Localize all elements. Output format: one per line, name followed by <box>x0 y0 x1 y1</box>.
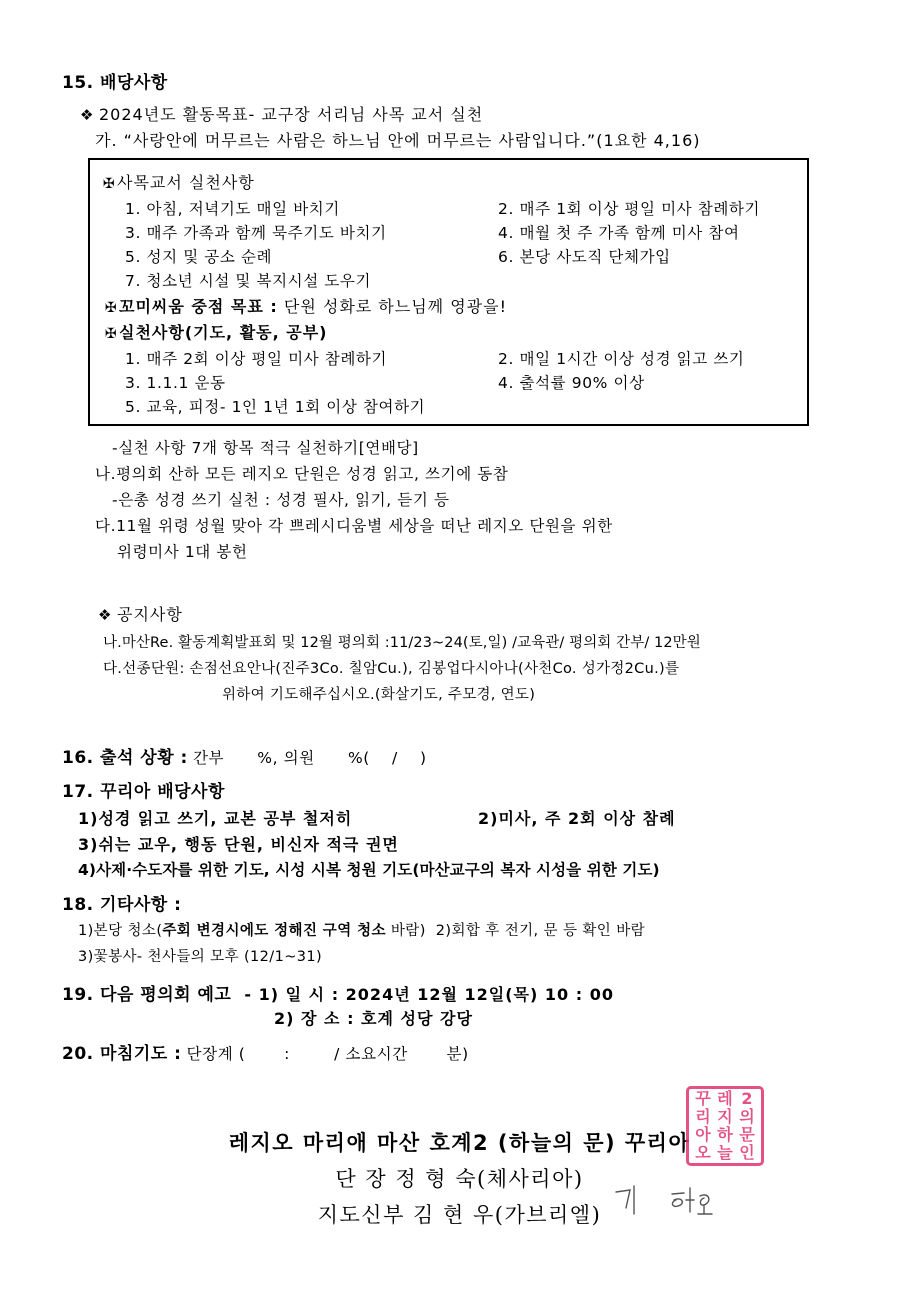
misc-line: 3)꽃봉사- 천사들의 모후 (12/1~31) <box>78 949 323 965</box>
seal-char: 인 <box>739 1143 755 1162</box>
action-title <box>105 320 327 343</box>
practice-item: 3. 매주 가족과 함께 묵주기도 바치기 <box>125 224 387 242</box>
seal-char: 하 <box>717 1125 733 1144</box>
cross-bullet-icon: ✠ <box>103 176 116 192</box>
practice-item: 4. 매월 첫 주 가족 함께 미사 참여 <box>498 224 740 242</box>
misc-line <box>78 919 645 940</box>
seal-char: 꾸 <box>695 1089 711 1108</box>
notice-line: 나.마산Re. 활동계획발표회 및 12월 평의회 :11/23~24(토,일) /교육관/ 평의회 간부/ 12만원 <box>103 635 701 651</box>
practice-title <box>103 170 255 193</box>
practice-item: 1. 아침, 저녁기도 매일 바치기 <box>125 200 340 218</box>
focus-goal <box>105 294 507 317</box>
misc-text: 1)본당 청소( <box>78 923 163 939</box>
practice-title-text: 사목교서 실천사항 <box>117 173 255 192</box>
section-16 <box>62 743 427 768</box>
action-title-text: 실천사항(기도, 활동, 공부) <box>119 323 328 342</box>
seal-char: 문 <box>739 1125 755 1144</box>
after-box-line: 다.11월 위령 성월 맞아 각 쁘레시디움별 세상을 떠난 레지오 단원을 위한 <box>95 517 613 535</box>
seal-char: 늘 <box>717 1143 733 1162</box>
section-16-heading: 16. 출석 상황 : <box>62 748 188 768</box>
seal-char: 2 <box>741 1089 753 1108</box>
attendance-text: 간부 %, 의원 %( / ) <box>192 749 427 767</box>
meeting-time: - 1) 일 시 : 2024년 12월 12일(목) 10 : 00 <box>244 985 614 1004</box>
after-box-line: -은총 성경 쓰기 실천 : 성경 필사, 읽기, 듣기 등 <box>112 491 450 509</box>
action-item: 4. 출석률 90% 이상 <box>498 374 645 392</box>
after-box-line: 위령미사 1대 봉헌 <box>117 543 248 561</box>
section-17-heading: 17. 꾸리아 배당사항 <box>62 782 225 802</box>
notice-title-text: 공지사항 <box>117 605 183 624</box>
goal-line <box>80 102 483 125</box>
section-20 <box>62 1039 469 1064</box>
seal-char: 오 <box>695 1143 711 1162</box>
focus-text: 단원 성화로 하느님께 영광을! <box>283 297 508 316</box>
cross-bullet-icon: ✠ <box>105 300 118 316</box>
seal-char: 지 <box>717 1107 733 1126</box>
action-item: 1. 매주 2회 이상 평일 미사 참례하기 <box>125 350 388 368</box>
diamond-bullet-icon: ❖ <box>98 606 113 624</box>
curia-line: 1)성경 읽고 쓰기, 교본 공부 철저히 <box>78 809 353 828</box>
section-20-heading: 20. 마침기도 : <box>62 1044 182 1064</box>
ga-line: 가. “사랑안에 머무르는 사람은 하느님 안에 머무르는 사람입니다.”(1요한 4,16) <box>95 131 701 150</box>
practice-item: 5. 성지 및 공소 순례 <box>125 248 273 266</box>
section-18-heading: 18. 기타사항 : <box>62 895 182 915</box>
notice-line: 위하여 기도해주십시오.(화살기도, 주모경, 연도) <box>222 687 536 703</box>
misc-bold-text: 주회 변경시에도 정해진 구역 청소 <box>162 923 386 939</box>
misc-text: 바람) 2)회합 후 전기, 문 등 확인 바람 <box>385 923 646 939</box>
curia-line: 4)사제·수도자를 위한 기도, 시성 시복 청원 기도(마산교구의 복자 시성을 위한 기도) <box>78 861 660 879</box>
priest-name: 지도신부 김 현 우(가브리엘) <box>317 1203 602 1227</box>
org-name: 레지오 마리애 마산 호계2 (하늘의 문) 꾸리아 <box>228 1131 691 1155</box>
closing-prayer-text: 단장계 ( : / 소요시간 분) <box>186 1045 469 1063</box>
after-box-line: 나.평의회 산하 모든 레지오 단원은 성경 읽고, 쓰기에 동참 <box>95 465 509 483</box>
seal-char: 아 <box>695 1125 711 1144</box>
leader-name: 단 장 정 형 숙(체사리아) <box>335 1167 584 1191</box>
action-item: 3. 1.1.1 운동 <box>125 374 226 392</box>
focus-label: 꼬미씨움 중점 목표 : <box>119 297 278 316</box>
meeting-place: 2) 장 소 : 호계 성당 강당 <box>274 1009 473 1028</box>
section-19 <box>62 980 614 1005</box>
practice-item: 2. 매주 1회 이상 평일 미사 참례하기 <box>498 200 761 218</box>
after-box-line: -실천 사항 7개 항목 적극 실천하기[연배당] <box>112 439 419 457</box>
seal-stamp <box>686 1086 764 1166</box>
diamond-bullet-icon: ❖ <box>80 106 95 124</box>
section-15-heading: 15. 배당사항 <box>62 73 168 93</box>
notice-title <box>98 602 183 625</box>
practice-item: 7. 청소년 시설 및 복지시설 도우기 <box>125 272 372 290</box>
cross-bullet-icon: ✠ <box>105 326 118 342</box>
action-item: 5. 교육, 피정- 1인 1년 1회 이상 참여하기 <box>125 398 426 416</box>
handwritten-signature <box>612 1178 722 1224</box>
seal-char: 의 <box>739 1107 755 1126</box>
practice-item: 6. 본당 사도직 단체가입 <box>498 248 671 266</box>
seal-char: 리 <box>695 1107 711 1126</box>
seal-char: 레 <box>717 1089 733 1108</box>
action-item: 2. 매일 1시간 이상 성경 읽고 쓰기 <box>498 350 745 368</box>
curia-line: 2)미사, 주 2회 이상 참례 <box>478 809 676 828</box>
section-19-heading: 19. 다음 평의회 예고 <box>62 985 232 1005</box>
curia-line: 3)쉬는 교우, 행동 단원, 비신자 적극 권면 <box>78 835 399 854</box>
notice-line: 다.선종단원: 손점선요안나(진주3Co. 칠암Cu.), 김봉업다시아나(사천Co. 성가정2Cu.)를 <box>103 661 680 677</box>
goal-text: 2024년도 활동목표- 교구장 서리님 사목 교서 실천 <box>99 105 484 124</box>
